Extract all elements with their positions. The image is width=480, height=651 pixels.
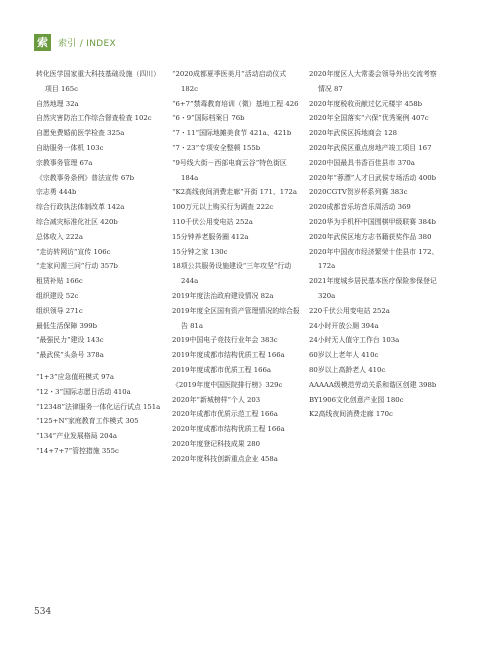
- index-entry: 2021年度城乡居民基本医疗保险参保登记 320a: [309, 277, 437, 300]
- index-entry: “走访转网访”宣传 106c: [36, 247, 111, 256]
- index-entry: 15分钟之家 130c: [172, 247, 228, 256]
- index-entry: “134”产业发展格局 204a: [36, 432, 117, 441]
- index-entry: “最武侯”头条号 378a: [36, 351, 104, 360]
- index-entry: BY1906文化创意产业园 180c: [309, 395, 404, 404]
- index-entry: “9号线大街－西部电商云谷”特色街区 184a: [172, 158, 287, 182]
- index-entry: 组织领导 271c: [36, 306, 83, 315]
- index-entry: 2020年“蓉漂”人才日武侯专场活动 400b: [309, 173, 437, 182]
- index-entry: 2020年武侯区重点房地产竣工项目 167: [309, 143, 432, 152]
- index-column-1: [36, 67, 164, 459]
- index-entry: 24小时开放公厕 394a: [309, 321, 379, 330]
- index-entry: “14+7+7”管控措施 355c: [36, 446, 119, 455]
- index-entry: 2020成都音乐坊音乐周活动 369: [309, 203, 411, 212]
- index-entry: 2020CGTV贺岁杯系列赛 383c: [309, 188, 408, 197]
- index-column-2: [172, 67, 300, 467]
- index-header: [34, 32, 116, 52]
- index-entry: 租赁补贴 166c: [36, 277, 83, 286]
- index-entry: “125+N”家庭教育工作模式 305: [36, 417, 139, 426]
- index-entry: 2020年武侯区拆地商会 128: [309, 129, 398, 138]
- index-entry: 2019年度成都市结构优质工程 166a: [172, 351, 285, 360]
- index-entry: 2019年度法治政府建设情况 82a: [172, 291, 274, 300]
- index-entry: 2020中国最具书香百佳县市 370a: [309, 158, 415, 167]
- index-entry: K2高线夜间消费走廊 170c: [309, 410, 393, 419]
- index-entry: 80岁以上高龄老人 410c: [309, 365, 386, 374]
- index-entry: 2020年度区人大常委会领导外出交流考察情况 87: [309, 70, 437, 93]
- index-entry: 组织建设 52c: [36, 291, 79, 300]
- index-entry: 18项公共服务设施建设“三年攻坚”行动 244a: [172, 262, 292, 286]
- index-section-icon: 索: [34, 34, 51, 51]
- index-entry: 60岁以上老年人 410c: [309, 351, 379, 360]
- index-entry: “7・11”国际地摊美食节 421a、421b: [172, 129, 292, 138]
- index-entry: “1+3”应急值班模式 97a: [36, 372, 114, 381]
- index-entry: “2020成都夏季医美月”活动启动仪式 182c: [172, 70, 287, 93]
- index-entry: “7・23”专项安全整顿 155b: [172, 143, 261, 152]
- index-entry: 220千伏公用变电站 252a: [309, 306, 390, 315]
- index-entry: 2020年全国落实“六保”优秀案例 407c: [309, 114, 429, 123]
- page-number: 534: [34, 607, 52, 617]
- index-entry: 2020年武侯区地方志书籍获奖作品 380: [309, 232, 432, 241]
- index-entry: 2020年度成都市结构优质工程 166a: [172, 425, 285, 434]
- index-entry: AAAAA级模范劳动关系和谐区创建 398b: [309, 380, 437, 389]
- index-entry: 《宗教事务条例》普法宣传 67b: [36, 173, 135, 182]
- index-entry: “最强民力”建设 143c: [36, 336, 104, 345]
- index-entry: 2020年中国夜市经济繁荣十佳县市 172、172a: [309, 247, 439, 271]
- index-entry: 自愿免费婚前医学检查 325a: [36, 129, 125, 138]
- index-entry: 100万元以上购买行为调查 222c: [172, 203, 274, 212]
- index-entry: “12・3”国际志愿日活动 410a: [36, 387, 131, 396]
- index-entry: 2020年度科技创新重点企业 458a: [172, 454, 278, 463]
- index-entry: 自然地理 32a: [36, 99, 79, 108]
- index-entry: 宗教事务管理 67a: [36, 158, 93, 167]
- index-entry: 2020年度税收贡献过亿元楼宇 458b: [309, 99, 423, 108]
- index-entry: 综合减灾标准化社区 420b: [36, 217, 118, 226]
- index-entry: 15分钟养老服务圈 412a: [172, 232, 249, 241]
- index-entry: 2019年度全区国有资产管理情况的综合报告 81a: [172, 306, 300, 330]
- index-entry: 总体收入 222a: [36, 232, 84, 241]
- index-entry: “6+7”禁毒教育培训（微）基地工程 426: [172, 99, 299, 108]
- index-entry: 综合行政执法体制改革 142a: [36, 203, 125, 212]
- index-entry: “6・9”国际档案日 76b: [172, 114, 245, 123]
- index-entry: 最低生活保障 399b: [36, 321, 98, 330]
- index-entry: 《2019年度中国医院排行榜》329c: [172, 380, 283, 389]
- index-entry: 2019年度成都市优质工程 166a: [172, 365, 272, 374]
- index-entry: 转化医学国家重大科技基础设施（四川）项目 165c: [36, 70, 161, 93]
- index-column-3: [309, 67, 441, 422]
- index-entry: 2020年度登记科技成果 280: [172, 439, 261, 448]
- index-entry: “12348”法律服务一体化运行试点 151a: [36, 402, 161, 411]
- index-entry: 2020年“新城榜样”个人 203: [172, 395, 261, 404]
- index-entry: 宗志勇 444b: [36, 188, 77, 197]
- index-entry: “走家问需三问”行动 357b: [36, 262, 118, 271]
- index-header-label: 索引 / INDEX: [58, 38, 116, 49]
- index-entry: 2020华为手机杯中国围棋甲级联赛 384b: [309, 217, 436, 226]
- index-entry: 自助服务一体机 103c: [36, 143, 104, 152]
- index-entry: 2020年成都市优质示范工程 166a: [172, 410, 278, 419]
- index-entry: 2019中国电子竞技行业年会 383c: [172, 336, 278, 345]
- index-entry: 24小时无人值守工作台 103a: [309, 336, 400, 345]
- index-entry: 自然灾害防治工作综合督查检查 102c: [36, 114, 152, 123]
- index-entry: 110千伏公用变电站 252a: [172, 217, 253, 226]
- index-entry: “K2高线夜间消费走廊”开街 171、172a: [172, 188, 297, 197]
